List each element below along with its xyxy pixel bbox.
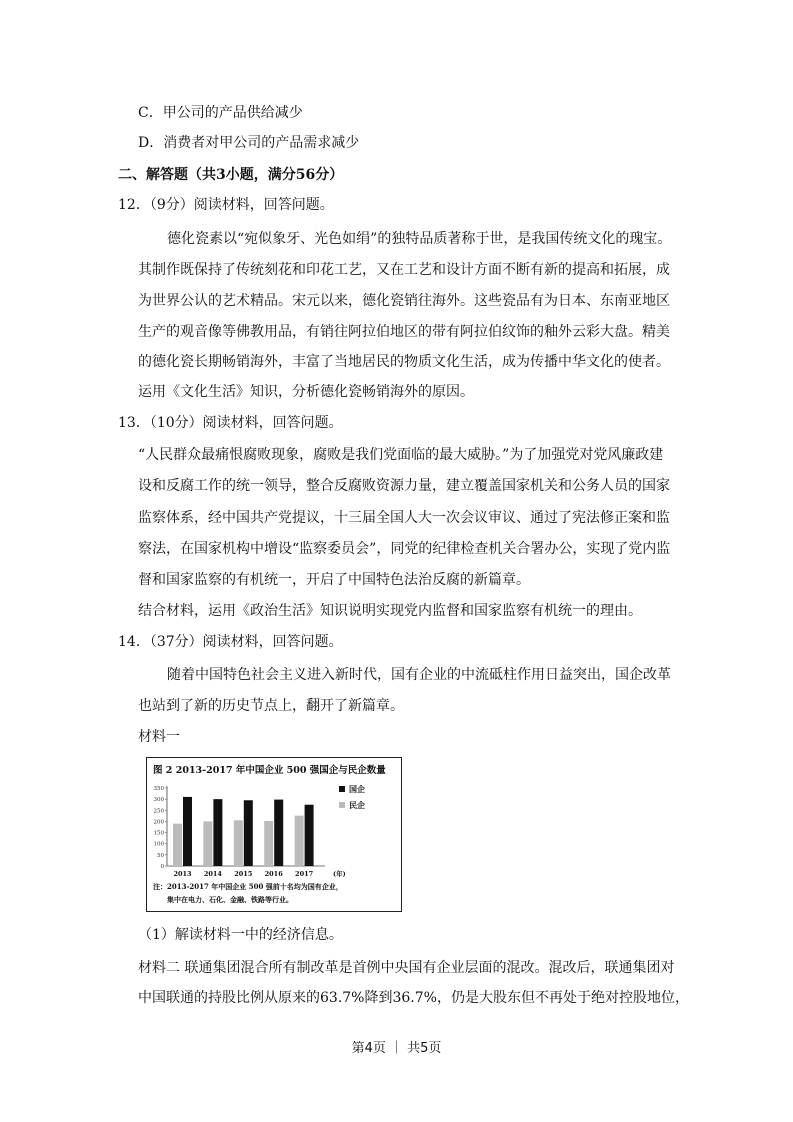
q12-line-3: 为世界公认的艺术精品。宋元以来，德化瓷销往海外。这些瓷品有为日本、东南亚地区	[138, 293, 670, 309]
bar-guoqi	[274, 800, 283, 866]
material2-line-2: 中国联通的持股比例从原来的63.7%降到36.7%，仍是大股东但不再处于绝对控股地位，	[138, 990, 689, 1006]
bar-minqi	[264, 821, 273, 866]
q14-header: 14．（37分）阅读材料，回答问题。	[118, 634, 343, 650]
bar-minqi	[203, 821, 212, 866]
q12-line-2: 其制作既保持了传统刻花和印花工艺，又在工艺和设计方面不断有新的提高和拓展，成	[138, 262, 670, 278]
q12-line-5: 的德化瓷长期畅销海外，丰富了当地居民的物质文化生活，成为传播中华文化的使者。	[138, 354, 670, 370]
q13-question: 结合材料，运用《政治生活》知识说明实现党内监督和国家监察有机统一的理由。	[138, 603, 642, 619]
section-heading: 二、解答题（共3小题，满分56分）	[118, 167, 344, 183]
chart-note-line: 集中在电力、石化、金融、铁路等行业。	[167, 895, 293, 904]
option-c: C．甲公司的产品供给减少	[138, 105, 303, 121]
chart-note-line: 注：2013-2017 年中国企业 500 强前十名均为国有企业，	[153, 882, 343, 891]
x-tick-label: 2015	[234, 870, 253, 878]
x-tick-label: 2017	[295, 870, 314, 878]
q12-question: 运用《文化生活》知识，分析德化瓷畅销海外的原因。	[138, 384, 474, 400]
y-tick-label: 200	[153, 819, 164, 826]
q13-line-1: “人民群众最痛恨腐败现象，腐败是我们党面临的最大威胁。”为了加强党对党风廉政建	[138, 447, 664, 463]
bar-guoqi	[183, 797, 192, 866]
legend-swatch	[339, 786, 345, 792]
material2-line-1: 材料二 联通集团混合所有制改革是首例中央国有企业层面的混改。混改后，联通集团对	[138, 960, 675, 976]
bar-guoqi	[213, 799, 222, 866]
q14-intro-2: 也站到了新的历史节点上，翻开了新篇章。	[138, 698, 404, 714]
bar-minqi	[295, 816, 304, 866]
page-footer: 第4页 ｜ 共5页	[351, 1041, 442, 1056]
q13-header: 13．（10分）阅读材料，回答问题。	[118, 415, 343, 431]
chart-title: 图 2 2013-2017 年中国企业 500 强国企与民企数量	[153, 765, 386, 776]
q14-sub1: （1）解读材料一中的经济信息。	[138, 927, 343, 943]
y-tick-label: 100	[153, 841, 164, 848]
q12-header: 12．（9分）阅读材料，回答问题。	[118, 197, 334, 213]
y-tick-label: 0	[160, 864, 164, 870]
bar-minqi	[234, 820, 243, 866]
q12-line-1: 德化瓷素以“宛似象牙、光色如绢”的独特品质著称于世，是我国传统文化的瑰宝。	[167, 231, 672, 247]
y-tick-label: 150	[153, 830, 164, 837]
chart-figure	[146, 757, 402, 912]
x-tick-label: 2016	[264, 870, 283, 878]
bar-chart	[147, 758, 400, 910]
y-tick-label: 300	[153, 797, 164, 804]
legend-label: 民企	[349, 800, 365, 810]
x-tick-label: 2013	[173, 870, 192, 878]
legend-swatch	[339, 802, 345, 808]
material1-label: 材料一	[138, 729, 180, 745]
q13-line-5: 督和国家监察的有机统一，开启了中国特色法治反腐的新篇章。	[138, 572, 530, 588]
bar-guoqi	[305, 805, 314, 866]
x-tick-label: 2014	[203, 870, 222, 878]
y-tick-label: 250	[153, 808, 164, 815]
option-d: D．消费者对甲公司的产品需求减少	[138, 135, 360, 151]
x-unit-label: (年)	[333, 870, 346, 878]
y-tick-label: 350	[153, 786, 164, 792]
bar-minqi	[173, 824, 182, 866]
q13-line-2: 设和反腐工作的统一领导，整合反腐败资源力量，建立覆盖国家机关和公务人员的国家	[138, 478, 670, 494]
q13-line-4: 察法，在国家机构中增设“监察委员会”，同党的纪律检查机关合署办公，实现了党内监	[138, 541, 671, 557]
legend-label: 国企	[349, 784, 365, 794]
q13-line-3: 监察体系，经中国共产党提议，十三届全国人大一次会议审议、通过了宪法修正案和监	[138, 510, 670, 526]
q12-line-4: 生产的观音像等佛教用品，有销往阿拉伯地区的带有阿拉伯纹饰的釉外云彩大盘。精美	[138, 324, 670, 340]
y-tick-label: 50	[157, 852, 164, 859]
bar-guoqi	[244, 800, 253, 866]
q14-intro-1: 随着中国特色社会主义进入新时代，国有企业的中流砥柱作用日益突出，国企改革	[167, 667, 671, 683]
